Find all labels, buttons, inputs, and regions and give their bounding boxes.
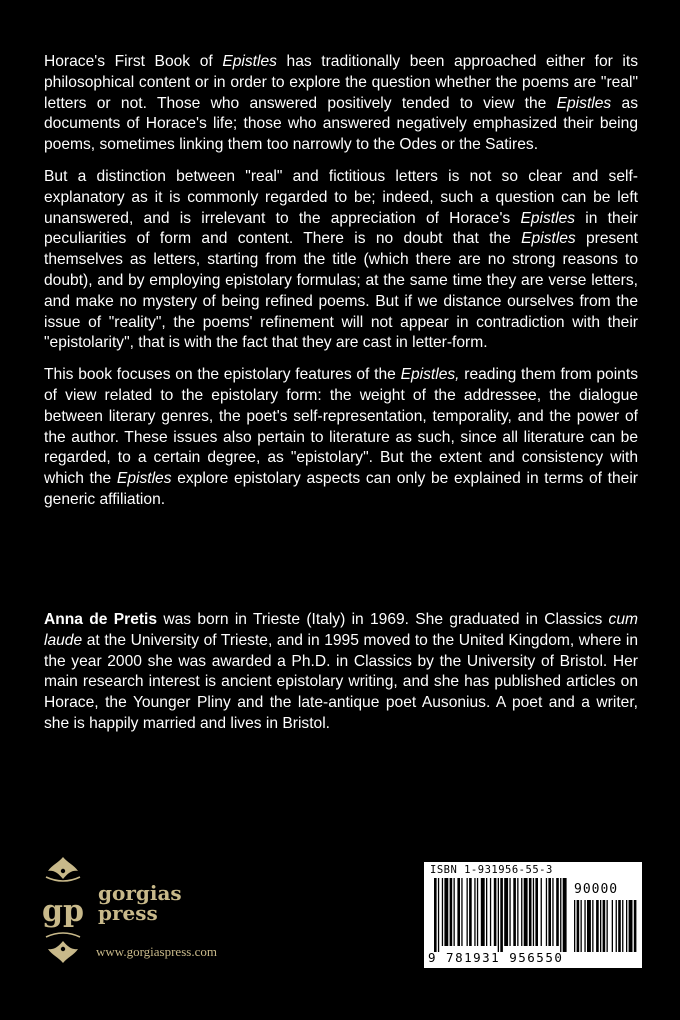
barcode-bar [552, 878, 553, 946]
author-bio-paragraph [44, 610, 638, 735]
italic-title: Epistles [116, 470, 172, 488]
barcode-bar [509, 878, 510, 946]
barcode-bar [556, 878, 559, 946]
barcode-bar [477, 878, 478, 946]
barcode-bar [563, 878, 567, 952]
barcode-addon-bar [577, 900, 580, 952]
barcode-bar [461, 878, 462, 946]
barcode-bar [457, 878, 460, 946]
back-cover-blurb [44, 52, 638, 522]
gorgias-press-emblem-icon [38, 855, 88, 965]
text-run: was born in Trieste (Italy) in 1969. She graduated in Classics [157, 611, 609, 628]
barcode-bar [474, 878, 475, 946]
publisher-url: www.gorgiaspress.com [96, 944, 217, 959]
italic-title: Epistles [556, 94, 612, 112]
barcode-bar [500, 878, 503, 952]
publisher-name-line-1: gorgias [98, 881, 182, 905]
barcode-bar [541, 878, 542, 946]
text-run: This book focuses on the epistolary features of the [44, 366, 401, 384]
barcode-bar [524, 878, 528, 946]
barcode-addon-bar [629, 900, 633, 952]
barcode-bar [467, 878, 468, 946]
text-run: has traditionally been approached either for its philosophical content or in order to explore the question whether the poems are "real" letters or not. Those who answered positively tended to view the [44, 53, 639, 112]
barcode-bar [521, 878, 522, 946]
barcode-bar [450, 878, 453, 946]
barcode-addon-bar [584, 900, 585, 952]
barcode-bar [442, 878, 443, 946]
italic-title: Epistles [521, 230, 576, 248]
italic-phrase: cum laude [44, 611, 638, 649]
barcode-bar [529, 878, 532, 946]
text-run: Horace's First Book of [44, 53, 223, 70]
barcode-addon-bar [587, 900, 591, 952]
italic-title: Epistles, [400, 366, 460, 384]
text-run: But a distinction between "real" and fictitious letters is not so clear and self-explanatory as it is commonly regarded to be; indeed, such a question can be left unanswered, and is irrelevant to the appreciation of Horace's [44, 167, 638, 227]
barcode-bar [498, 878, 499, 952]
barcode-addon-bar [581, 900, 582, 952]
barcode-addon-bar [607, 900, 608, 952]
barcode-addon-bar [603, 900, 606, 952]
publisher-name-line-2: press [98, 901, 158, 925]
text-run: in their peculiarities of form and content. There is no doubt that the [44, 209, 638, 248]
text-run: at the University of Trieste, and in 1995 moved to the United Kingdom, where in the year 2000 she was awarded a Ph.D. in Classics by the University of Bristol. Her main research interest is ancient epistolary writing, and she has published articles on Horace, the Younger Pliny and the late-antique poet Ausonius. A poet and a writer, she is happily married and lives in Bristol. [44, 631, 638, 732]
italic-title: Epistles [222, 53, 277, 70]
text-run: reading them from points of view related to the epistolary form: the weight of the addressee, the dialogue between literary genres, the poet's self-representation, temporality, and the power of the author. These issues also pertain to literature as such, since all literature can be regarded, to a certain degree, as "epistolary". But the extent and consistency with which the [44, 366, 638, 488]
barcode-bar [438, 878, 439, 952]
barcode-bar [535, 878, 538, 946]
isbn-barcode [424, 862, 642, 968]
barcode-addon-bar [618, 900, 621, 952]
barcode-addon-bar [600, 900, 601, 952]
barcode-bar [513, 878, 516, 946]
barcode-bar [486, 878, 487, 946]
barcode-bar [548, 878, 551, 946]
blurb-paragraph-2 [44, 167, 638, 354]
barcode-bar [504, 878, 508, 946]
barcode-bar [494, 878, 497, 946]
barcode-addon-bar [596, 900, 599, 952]
author-name: Anna de Pretis [44, 611, 158, 628]
publisher-name [98, 883, 182, 923]
barcode-bar [444, 878, 448, 946]
barcode-addon-bar [634, 900, 637, 952]
text-run: as documents of Horace's life; those who answered negatively emphasized their being poems, sometimes linking them too narrowly to the Odes or the Satires. [44, 94, 638, 154]
blurb-paragraph-1 [44, 52, 638, 156]
barcode-bar [454, 878, 455, 946]
author-bio [44, 610, 638, 735]
ean-digits: 9 781931 956550 [428, 950, 564, 965]
barcode-bar [434, 878, 437, 952]
blurb-paragraph-3 [44, 365, 638, 511]
barcode-addon-bar [616, 900, 617, 952]
barcode-addon-bar [574, 900, 575, 952]
barcode-bar [533, 878, 534, 946]
publisher-logo [38, 855, 258, 965]
barcode-bar [469, 878, 472, 946]
barcode-addon-bar [622, 900, 623, 952]
barcode-addon-bar [592, 900, 593, 952]
text-run: explore epistolary aspects can only be explained in terms of their generic affiliation. [44, 470, 638, 508]
price-code: 90000 [574, 882, 619, 897]
barcode-bar [490, 878, 491, 946]
svg-text:gp: gp [42, 894, 84, 929]
barcode-addon-bar [626, 900, 627, 952]
text-run: present themselves as letters, starting from the title (which there are no strong reasons to doubt), and by employing epistolary formulas; at the same time they are verse letters, and make no mystery of being refined poems. But if we distance ourselves from the issue of "reality", the poems' refinement will not appear in contradiction with their "epistolarity", that is with the fact that they are cast in letter-form. [44, 230, 638, 352]
barcode-bar [517, 878, 518, 946]
barcode-bar [546, 878, 547, 946]
italic-title: Epistles [520, 209, 576, 227]
barcode-bar [481, 878, 485, 946]
isbn-label: ISBN 1-931956-55-3 [430, 864, 553, 876]
barcode-bar [560, 878, 561, 952]
barcode-addon-bar [612, 900, 613, 952]
